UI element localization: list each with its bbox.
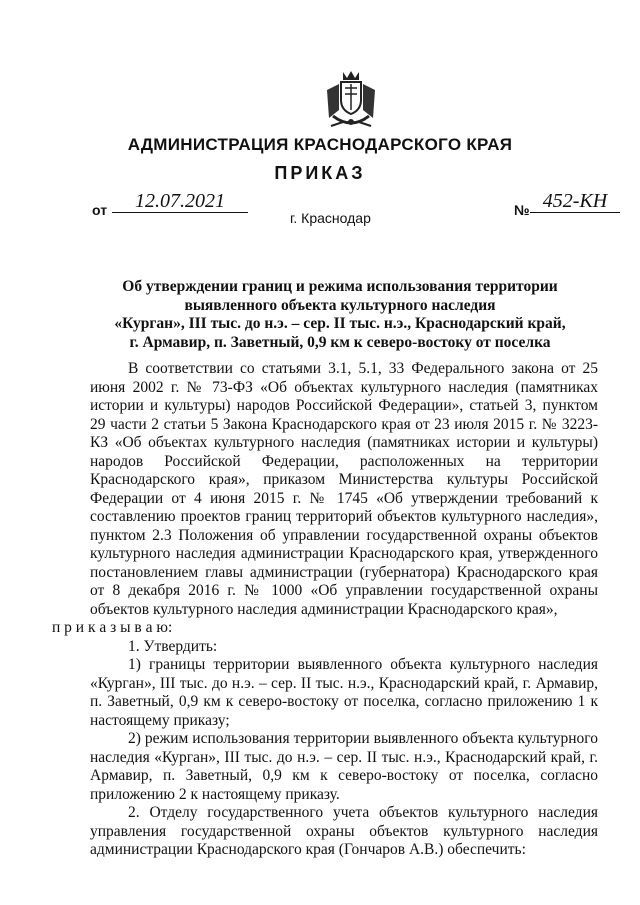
- document-title: [90, 278, 590, 352]
- document-type: ПРИКАЗ: [274, 163, 366, 183]
- coat-of-arms-icon: [323, 70, 379, 132]
- item-1-1: 1) границы территории выявленного объекта культурного наследия «Курган», III тыс. до н.э. – сер. II тыс. н.э., Краснодарский край, г. Армавир, п. Заветный, 0,9 км к северо-востоку от поселка, согласно приложению 1 к настоящему приказу;: [90, 656, 598, 729]
- title-line: г. Армавир, п. Заветный, 0,9 км к северо-востоку от поселка: [129, 333, 551, 351]
- title-line: «Курган», III тыс. до н.э. – сер. II тыс. н.э., Краснодарский край,: [114, 315, 566, 332]
- item-1-2: 2) режим использования территории выявленного объекта культурного наследия «Курган», III тыс. до н.э. – сер. II тыс. н.э., Краснодарский край, г. Армавир, п. Заветный, 0,9 км к северо-востоку от поселка, согласно приложению 2 к настоящему приказу.: [90, 730, 598, 803]
- order-word: п р и к а з ы в а ю:: [52, 619, 173, 636]
- date-label: от: [92, 202, 108, 218]
- number-label: №: [514, 202, 530, 218]
- handwritten-date: 12.07.2021: [112, 190, 248, 213]
- item-2: 2. Отделу государственного учета объектов культурного наследия управления государственной охраны объектов культурного наследия администрации Краснодарского края (Гончаров А.В.) обеспечить:: [90, 804, 598, 858]
- preamble-text: В соответствии со статьями 3.1, 5.1, 33 Федерального закона от 25 июня 2002 г. № 73-ФЗ «Об объектах культурного наследия (памятниках истории и культуры) народов Российской Федерации», статьей 3, пунктом 29 части 2 статьи 5 Закона Краснодарского края от 23 июля 2015 г. № 3223-КЗ «Об объектах культурного наследия (памятниках истории и культуры) народов Российской Федерации, расположенных на территории Краснодарского края», приказом Министерства культуры Российской Федерации от 4 июня 2015 г. № 1745 «Об утверждении требований к составлению проектов границ территорий объектов культурного наследия», пунктом 2.3 Положения об управлении государственной охраны объектов культурного наследия администрации Краснодарского края, утвержденного постановлением главы администрации (губернатора) Краснодарского края от 8 декабря 2016 г. № 1000 «Об управлении государственной охраны объектов культурного наследия администрации Краснодарского края»,: [90, 360, 598, 618]
- title-line: выявленного объекта культурного наследия: [184, 296, 496, 314]
- city-name: г. Краснодар: [290, 210, 371, 226]
- item-1: 1. Утвердить:: [128, 637, 218, 655]
- handwritten-number: 452-КН: [530, 190, 620, 213]
- title-line: Об утверждении границ и режима использования территории: [122, 278, 558, 295]
- preamble-paragraph: [52, 360, 598, 638]
- document-body: [52, 360, 598, 860]
- organization-name: АДМИНИСТРАЦИЯ КРАСНОДАРСКОГО КРАЯ: [127, 135, 513, 154]
